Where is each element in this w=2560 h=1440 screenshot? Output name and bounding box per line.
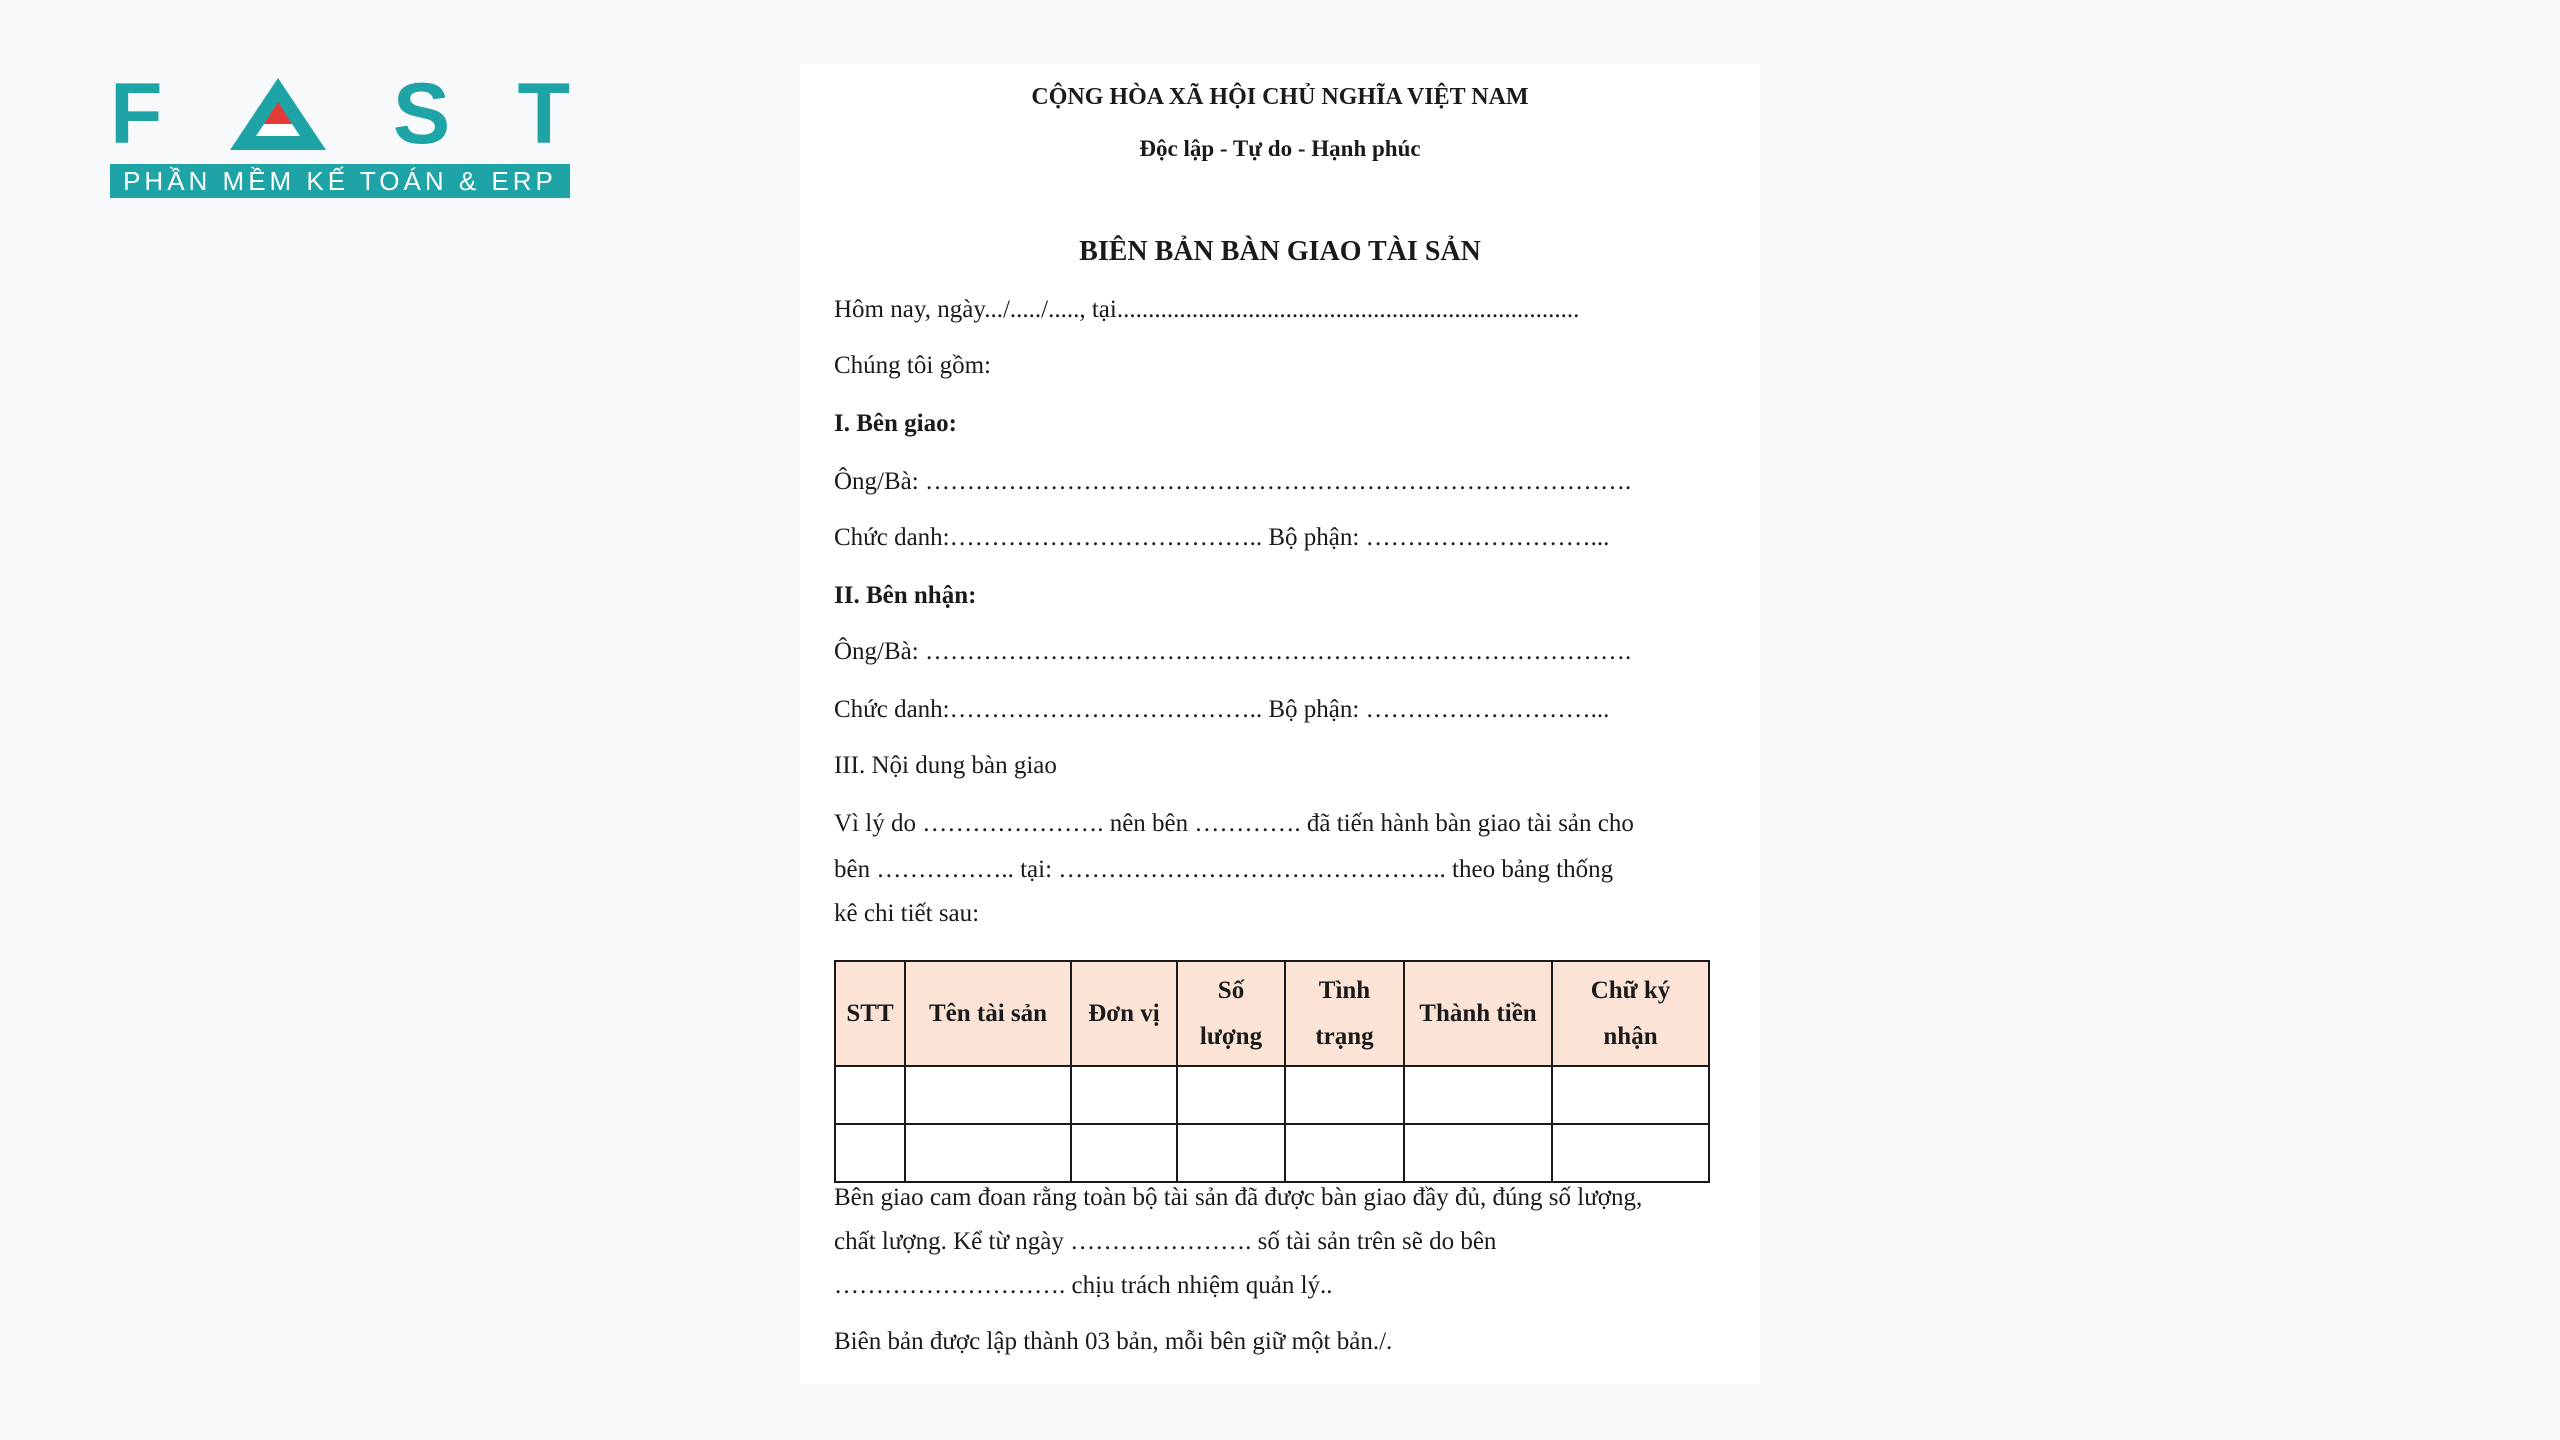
table-cell [905, 1124, 1071, 1182]
logo-triangle-icon [230, 78, 326, 150]
asset-table [834, 960, 1710, 1183]
header-quantity: Số lượng [1177, 961, 1285, 1066]
logo-letter-s: S [392, 66, 451, 162]
table-cell [1404, 1066, 1552, 1124]
members-line: Chúng tôi gồm: [834, 352, 991, 379]
header-asset-name: Tên tài sản [905, 961, 1071, 1066]
giver-name-line: Ông/Bà: …………………………………………………………………………. [834, 468, 1632, 495]
nation-header: CỘNG HÒA XÃ HỘI CHỦ NGHĨA VIỆT NAM [1031, 84, 1529, 110]
closing-line: Biên bản được lập thành 03 bản, mỗi bên giữ một bản./. [834, 1328, 1393, 1355]
document-page [800, 64, 1760, 1384]
receiver-name-line: Ông/Bà: …………………………………………………………………………. [834, 638, 1632, 665]
reason-line-1: Vì lý do …………………. nên bên …………. đã tiến hành bàn giao tài sản cho [834, 810, 1634, 837]
table-row [835, 1066, 1709, 1124]
section-giver-heading: I. Bên giao: [834, 410, 957, 437]
table-cell [835, 1066, 905, 1124]
table-row [835, 1124, 1709, 1182]
receiver-position-line: Chức danh:……………………………….. Bộ phận: ………………………... [834, 696, 1610, 723]
motto: Độc lập - Tự do - Hạnh phúc [1139, 136, 1421, 161]
table-cell [905, 1066, 1071, 1124]
date-line: Hôm nay, ngày.../...../....., tại.......................................................................... [834, 296, 1580, 323]
table-cell [1177, 1124, 1285, 1182]
commitment-line-1: Bên giao cam đoan rằng toàn bộ tài sản đã được bàn giao đầy đủ, đúng số lượng, [834, 1184, 1643, 1211]
table-cell [835, 1124, 905, 1182]
table-cell [1285, 1124, 1404, 1182]
section-receiver-heading: II. Bên nhận: [834, 582, 977, 609]
header-unit: Đơn vị [1071, 961, 1177, 1066]
header-stt: STT [835, 961, 905, 1066]
reason-line-2: bên …………….. tại: ……………………………………….. theo bảng thống [834, 856, 1614, 883]
header-amount: Thành tiền [1404, 961, 1552, 1066]
table-cell [1071, 1066, 1177, 1124]
document-title: BIÊN BẢN BÀN GIAO TÀI SẢN [1079, 236, 1481, 267]
logo-letter-a [230, 78, 326, 150]
table-cell [1552, 1124, 1709, 1182]
logo-letter-f: F [110, 66, 163, 162]
table-cell [1285, 1066, 1404, 1124]
reason-line-3: kê chi tiết sau: [834, 900, 980, 927]
giver-position-line: Chức danh:……………………………….. Bộ phận: ………………………... [834, 524, 1610, 551]
logo-letter-t: T [517, 66, 570, 162]
header-signature: Chữ ký nhận [1552, 961, 1709, 1066]
table-cell [1552, 1066, 1709, 1124]
header-condition: Tình trạng [1285, 961, 1404, 1066]
commitment-line-3: ………………………. chịu trách nhiệm quản lý.. [834, 1272, 1333, 1299]
table-cell [1177, 1066, 1285, 1124]
logo-tagline: PHẦN MỀM KẾ TOÁN & ERP [110, 164, 570, 198]
section-content-heading: III. Nội dung bàn giao [834, 752, 1057, 779]
fast-logo [110, 66, 570, 198]
commitment-line-2: chất lượng. Kể từ ngày …………………. số tài sản trên sẽ do bên [834, 1228, 1497, 1255]
table-cell [1071, 1124, 1177, 1182]
table-cell [1404, 1124, 1552, 1182]
logo-wordmark [110, 66, 570, 162]
table-header-row [835, 961, 1709, 1066]
